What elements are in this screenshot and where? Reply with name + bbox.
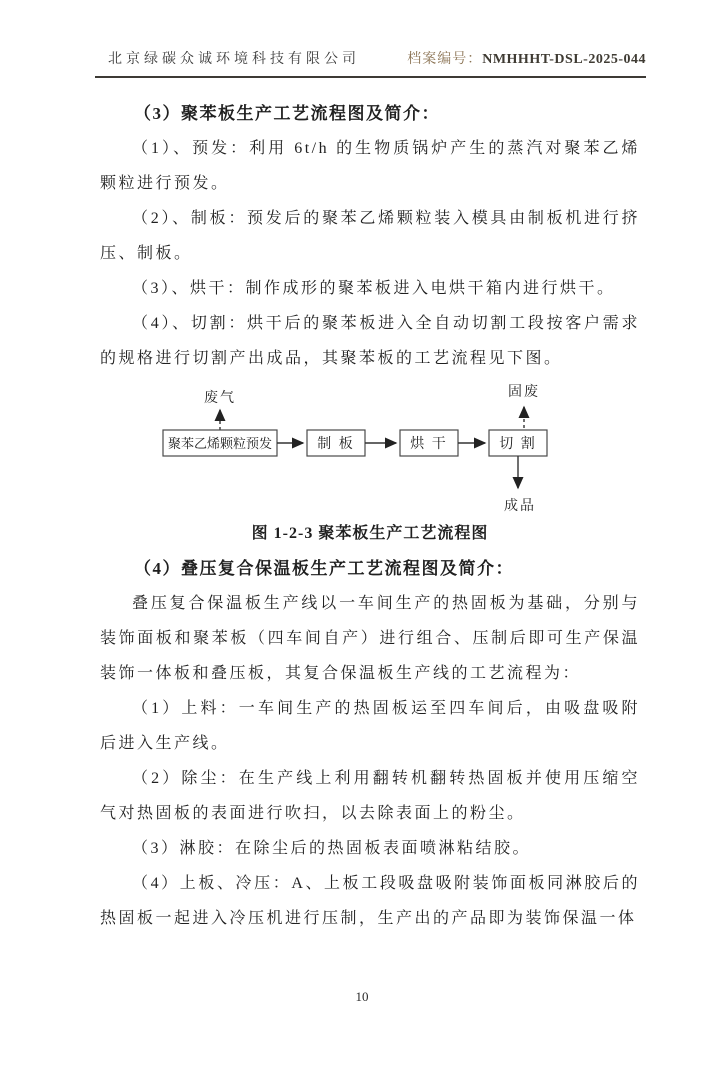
box-board-label: 制 板 bbox=[317, 437, 355, 452]
process-flow-diagram bbox=[100, 380, 640, 516]
page-footer bbox=[0, 989, 724, 1005]
paragraph: （4）上板、冷压：A、上板工段吸盘吸附装饰面板同淋胶后的热固板一起进入冷压机进行压制，生产出的产品即为装饰保温一体 bbox=[100, 875, 640, 927]
section-heading-4: （4）叠压复合保温板生产工艺流程图及简介： bbox=[134, 559, 514, 578]
box-prefoam-label: 聚苯乙烯颗粒预发 bbox=[167, 436, 273, 451]
paragraph: （2）除尘：在生产线上利用翻转机翻转热固板并使用压缩空气对热固板的表面进行吹扫，以去除表面上的粉尘。 bbox=[100, 770, 640, 822]
file-number-label: 档案编号： bbox=[407, 52, 483, 67]
document-body bbox=[100, 96, 640, 936]
solid-waste-label: 固废 bbox=[508, 385, 540, 400]
paragraph: 叠压复合保温板生产线以一车间生产的热固板为基础，分别与装饰面板和聚苯板（四车间自产）进行组合、压制后即可生产保温装饰一体板和叠压板，其复合保温板生产线的工艺流程为： bbox=[100, 595, 640, 682]
product-label: 成品 bbox=[504, 499, 536, 514]
page-number: 10 bbox=[355, 989, 369, 1004]
box-dry-label: 烘 干 bbox=[410, 437, 448, 452]
paragraph: （2）、制板：预发后的聚苯乙烯颗粒装入模具由制板机进行挤压、制板。 bbox=[100, 210, 640, 262]
company-name: 北京绿碳众诚环境科技有限公司 bbox=[108, 52, 360, 67]
document-page bbox=[0, 48, 724, 1072]
figure-caption: 图 1-2-3 聚苯板生产工艺流程图 bbox=[251, 525, 489, 542]
paragraph: （4）、切割：烘干后的聚苯板进入全自动切割工段按客户需求的规格进行切割产出成品，其聚苯板的工艺流程见下图。 bbox=[100, 315, 640, 367]
paragraph: （1）、预发：利用 6t/h 的生物质锅炉产生的蒸汽对聚苯乙烯颗粒进行预发。 bbox=[100, 140, 640, 192]
box-cut-label: 切 割 bbox=[499, 437, 537, 452]
file-number-value: NMHHHT-DSL-2025-044 bbox=[482, 52, 646, 67]
section-heading-3: （3）聚苯板生产工艺流程图及简介： bbox=[134, 104, 440, 123]
page-header bbox=[95, 48, 646, 78]
paragraph: （3）淋胶：在除尘后的热固板表面喷淋粘结胶。 bbox=[132, 840, 532, 857]
paragraph: （1）上料：一车间生产的热固板运至四车间后，由吸盘吸附后进入生产线。 bbox=[100, 700, 640, 752]
waste-gas-label: 废气 bbox=[204, 391, 236, 406]
paragraph: （3）、烘干：制作成形的聚苯板进入电烘干箱内进行烘干。 bbox=[132, 280, 616, 297]
file-number bbox=[407, 48, 646, 68]
